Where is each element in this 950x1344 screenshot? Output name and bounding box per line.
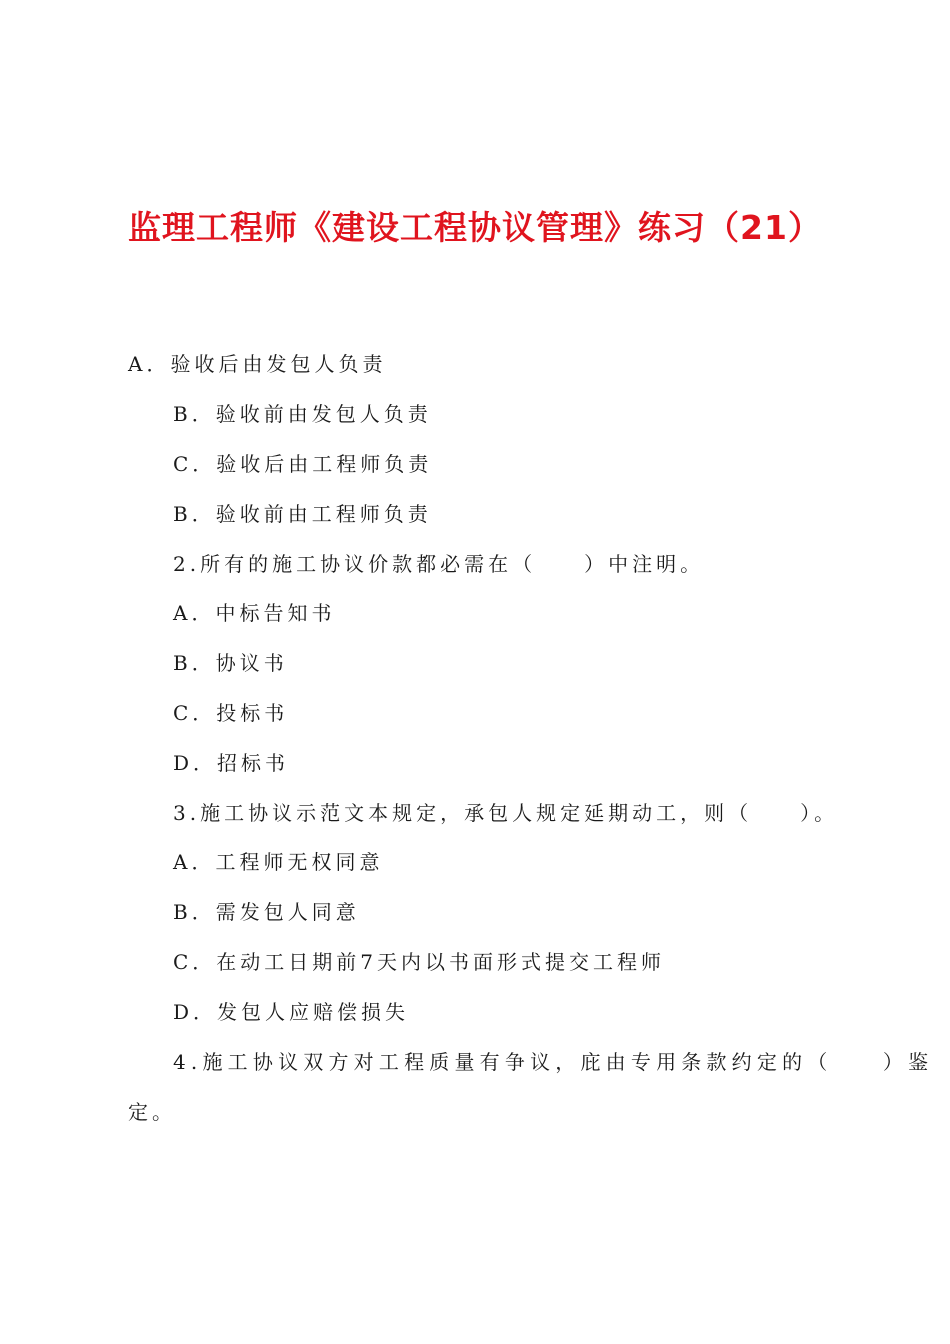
question-3: 3.施工协议示范文本规定，承包人规定延期动工，则（ ）。 [173, 801, 839, 825]
option-b2-answer: B．验收前由工程师负责 [173, 502, 432, 526]
q3-option-b: B．需发包人同意 [173, 900, 360, 924]
q2-option-b: B．协议书 [173, 651, 288, 675]
option-a-answer: A．验收后由发包人负责 [128, 352, 387, 376]
question-4-continued: 定。 [128, 1100, 176, 1124]
q2-option-a: A．中标告知书 [173, 601, 336, 625]
q3-option-a: A．工程师无权同意 [173, 850, 384, 874]
q2-option-d: D．招标书 [173, 751, 290, 775]
q3-option-c: C．在动工日期前7天内以书面形式提交工程师 [173, 950, 666, 974]
option-c-answer: C．验收后由工程师负责 [173, 452, 433, 476]
question-4: 4.施工协议双方对工程质量有争议，庇由专用条款约定的（ ）鉴 [173, 1050, 934, 1074]
option-b-answer: B．验收前由发包人负责 [173, 402, 432, 426]
question-2: 2.所有的施工协议价款都必需在（ ）中注明。 [173, 552, 705, 576]
q3-option-d: D．发包人应赔偿损失 [173, 1000, 410, 1024]
q2-option-c: C．投标书 [173, 701, 289, 725]
document-title: 监理工程师《建设工程协议管理》练习（21） [128, 208, 822, 247]
